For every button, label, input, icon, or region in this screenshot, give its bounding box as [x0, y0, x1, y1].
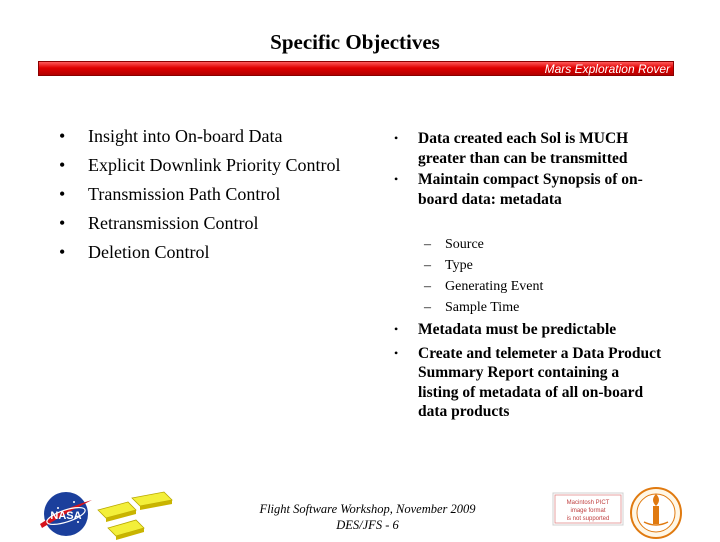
cornell-logo-icon	[552, 492, 624, 526]
left-bullet-list	[56, 124, 356, 269]
bullet-icon: •	[394, 172, 399, 186]
list-item: • Transmission Path Control	[59, 184, 281, 204]
nasa-logo-icon	[34, 488, 98, 540]
right-bullet-list-2	[392, 320, 662, 423]
list-item: – Generating Event	[424, 276, 543, 297]
banner-label: Mars Exploration Rover	[544, 62, 670, 76]
list-item: • Metadata must be predictable	[394, 321, 617, 338]
list-item: • Create and telemeter a Data Product Summary Report containing a listing of metadata of all on-board data products	[394, 344, 662, 420]
dash-icon: –	[424, 258, 431, 273]
footer-event: Flight Software Workshop, November 2009	[259, 502, 476, 516]
dash-icon: –	[424, 300, 431, 315]
bullet-icon: •	[394, 345, 399, 360]
cornell-logo-text-2: image format	[570, 508, 606, 514]
bullet-icon: •	[394, 322, 399, 336]
dash-icon: –	[424, 279, 431, 294]
list-item: – Type	[424, 255, 543, 276]
cornell-logo-text-3: is not supported	[566, 516, 610, 522]
bullet-icon: •	[59, 184, 66, 204]
list-item: – Sample Time	[424, 297, 543, 318]
list-item: • Data created each Sol is MUCH greater than can be transmitted	[394, 130, 629, 167]
list-item: • Retransmission Control	[59, 213, 259, 233]
slide-title: Specific Objectives	[270, 30, 440, 54]
bullet-icon: •	[394, 131, 399, 145]
list-item: – Source	[424, 234, 543, 255]
dash-icon: –	[424, 237, 431, 252]
list-item: • Deletion Control	[59, 242, 210, 262]
list-item: • Maintain compact Synopsis of on-board data: metadata	[394, 171, 643, 208]
bullet-icon: •	[59, 155, 66, 175]
bullet-icon: •	[59, 242, 66, 262]
caltech-seal-icon	[622, 486, 690, 540]
list-item: • Insight into On-board Data	[59, 126, 283, 146]
mission-banner	[38, 61, 674, 76]
mission-flags-icon	[92, 490, 178, 542]
footer	[240, 501, 495, 533]
footer-id: DES/JFS - 6	[336, 518, 399, 532]
nasa-logo-text: NASA	[50, 510, 82, 522]
list-item: • Explicit Downlink Priority Control	[59, 155, 341, 175]
bullet-icon: •	[59, 213, 66, 233]
metadata-sub-list	[424, 234, 543, 318]
bullet-icon: •	[59, 126, 66, 146]
right-bullet-list	[392, 129, 662, 209]
cornell-logo-text-1: Macintosh PICT	[566, 500, 610, 506]
